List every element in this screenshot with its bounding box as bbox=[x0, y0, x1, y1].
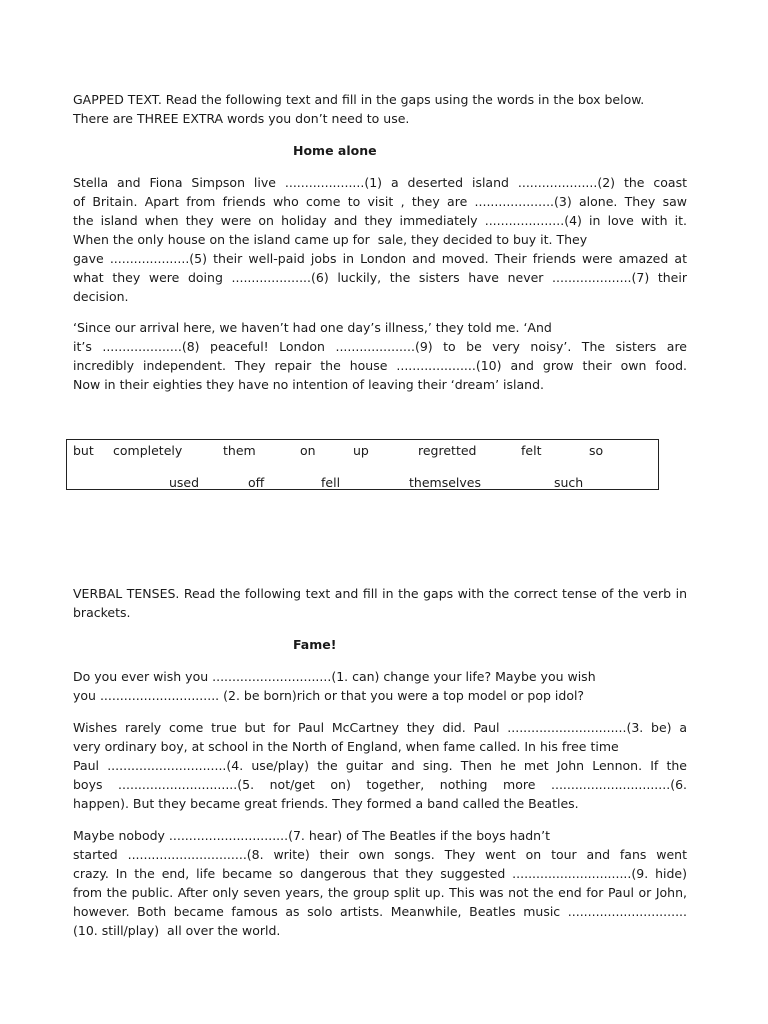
word-box-item: fell bbox=[321, 475, 341, 490]
text-line: crazy. In the end, life became so dangerous that they suggested ..............................(9. hide) bbox=[73, 866, 687, 881]
word-box-item: such bbox=[554, 475, 584, 490]
text-line: from the public. After only seven years, the group split up. This was not the end for Paul or John, bbox=[73, 885, 687, 900]
instruction-line: VERBAL TENSES. Read the following text and fill in the gaps with the correct tense of the verb in bbox=[73, 586, 687, 601]
word-box bbox=[66, 439, 659, 490]
fame-paragraph-3 bbox=[73, 826, 687, 940]
fame-title: Fame! bbox=[293, 637, 337, 652]
word-box-item: on bbox=[300, 443, 316, 458]
text-line: the island when they were on holiday and they immediately ....................(4) in love with it. bbox=[73, 213, 687, 228]
text-line: When the only house on the island came up for sale, they decided to buy it. They bbox=[73, 232, 588, 247]
text-line: Stella and Fiona Simpson live ....................(1) a deserted island ....................(2) the coast bbox=[73, 175, 687, 190]
text-line: Maybe nobody ..............................(7. hear) of The Beatles if the boys hadn’t bbox=[73, 828, 550, 843]
text-line: gave ....................(5) their well-paid jobs in London and moved. Their friends were amazed at bbox=[73, 251, 687, 266]
word-box-item: them bbox=[223, 443, 256, 458]
text-line: started ..............................(8. write) their own songs. They went on tour and fans went bbox=[73, 847, 687, 862]
text-line: what they were doing ....................(6) luckily, the sisters have never ....................(7) their bbox=[73, 270, 687, 285]
home-alone-title: Home alone bbox=[293, 143, 377, 158]
fame-paragraph-1 bbox=[73, 667, 687, 705]
word-box-item: themselves bbox=[409, 475, 481, 490]
word-box-item: up bbox=[353, 443, 369, 458]
home-alone-paragraph-1 bbox=[73, 173, 687, 306]
text-line: it’s ....................(8) peaceful! London ....................(9) to be very noisy’. The sisters are bbox=[73, 339, 687, 354]
text-line: (10. still/play) all over the world. bbox=[73, 923, 281, 938]
verbal-tenses-instructions bbox=[73, 584, 687, 622]
instruction-line: There are THREE EXTRA words you don’t need to use. bbox=[73, 111, 410, 126]
word-box-item: so bbox=[589, 443, 604, 458]
fame-paragraph-2 bbox=[73, 718, 687, 813]
text-line: Paul ..............................(4. use/play) the guitar and sing. Then he met John Lennon. If the bbox=[73, 758, 687, 773]
home-alone-paragraph-2 bbox=[73, 318, 687, 394]
word-box-item: felt bbox=[521, 443, 542, 458]
text-line: happen). But they became great friends. They formed a band called the Beatles. bbox=[73, 796, 579, 811]
text-line: of Britain. Apart from friends who come to visit , they are ....................(3) alone. They saw bbox=[73, 194, 687, 209]
text-line: Do you ever wish you ..............................(1. can) change your life? Maybe you wish bbox=[73, 669, 596, 684]
instruction-line: GAPPED TEXT. Read the following text and fill in the gaps using the words in the box below. bbox=[73, 92, 645, 107]
text-line: Wishes rarely come true but for Paul McCartney they did. Paul ..............................(3. be) a bbox=[73, 720, 687, 735]
instruction-line: brackets. bbox=[73, 605, 131, 620]
word-box-item: regretted bbox=[418, 443, 477, 458]
text-line: incredibly independent. They repair the house ....................(10) and grow their own food. bbox=[73, 358, 687, 373]
text-line: decision. bbox=[73, 289, 129, 304]
word-box-item: off bbox=[248, 475, 265, 490]
text-line: very ordinary boy, at school in the North of England, when fame called. In his free time bbox=[73, 739, 619, 754]
text-line: ‘Since our arrival here, we haven’t had one day’s illness,’ they told me. ‘And bbox=[73, 320, 552, 335]
word-box-item: but bbox=[73, 443, 94, 458]
text-line: boys ..............................(5. not/get on) together, nothing more ..............................(6. bbox=[73, 777, 687, 792]
gapped-text-instructions bbox=[73, 90, 687, 128]
word-box-item: completely bbox=[113, 443, 183, 458]
text-line: you .............................. (2. be born)rich or that you were a top model or pop idol? bbox=[73, 688, 585, 703]
text-line: Now in their eighties they have no intention of leaving their ‘dream’ island. bbox=[73, 377, 544, 392]
text-line: however. Both became famous as solo artists. Meanwhile, Beatles music .............................. bbox=[73, 904, 687, 919]
word-box-item: used bbox=[169, 475, 200, 490]
